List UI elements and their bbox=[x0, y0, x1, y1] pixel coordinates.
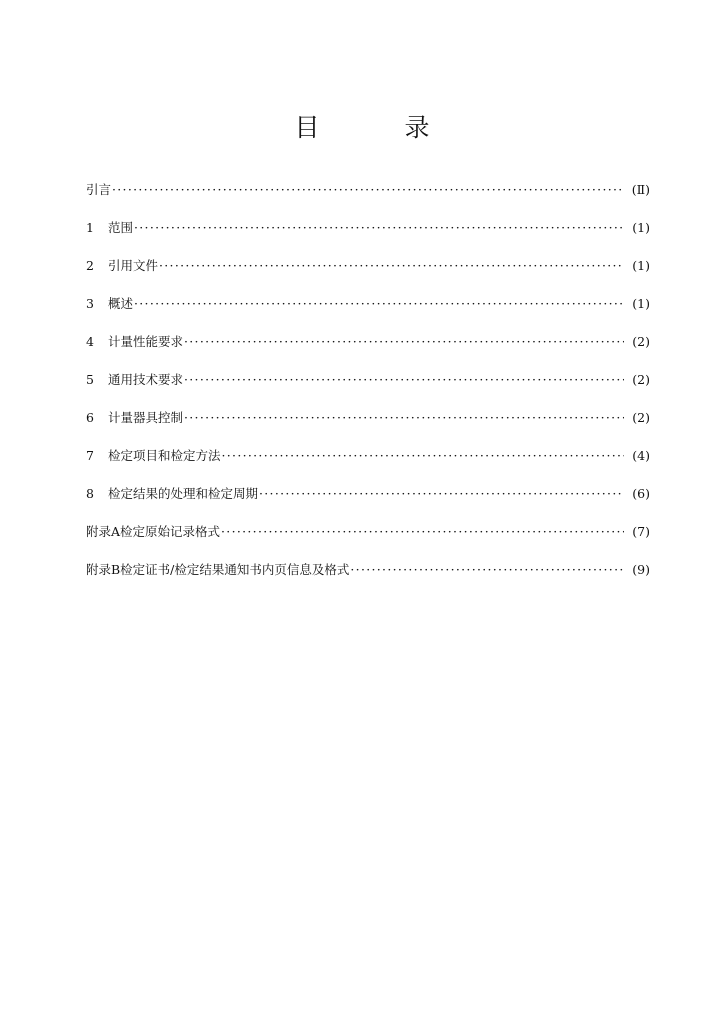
toc-entry-page: (Ⅱ) bbox=[631, 182, 650, 197]
toc-entry-title: 计量性能要求 bbox=[108, 334, 184, 349]
toc-entry-instrument-control[interactable] bbox=[86, 408, 650, 446]
toc-entry-metrological-requirements[interactable] bbox=[86, 332, 650, 370]
toc-entry-title: 附录A检定原始记录格式 bbox=[86, 524, 221, 539]
toc-entry-title: 附录B检定证书/检定结果通知书内页信息及格式 bbox=[86, 562, 350, 577]
toc-entry-number: 4 bbox=[86, 334, 94, 349]
toc-entry-title: 引用文件 bbox=[108, 258, 159, 273]
toc-entry-title: 检定项目和检定方法 bbox=[108, 448, 221, 463]
toc-entry-references[interactable] bbox=[86, 256, 650, 294]
toc-entry-title: 范围 bbox=[108, 220, 134, 235]
toc-entry-appendix-b[interactable] bbox=[86, 560, 650, 598]
toc-entry-page: (2) bbox=[632, 372, 650, 387]
toc-entry-title: 检定结果的处理和检定周期 bbox=[108, 486, 259, 501]
toc-entry-title: 概述 bbox=[108, 296, 134, 311]
dot-leader bbox=[112, 180, 624, 200]
toc-entry-page: (2) bbox=[632, 334, 650, 349]
dot-leader bbox=[134, 294, 624, 314]
toc-entry-appendix-a[interactable] bbox=[86, 522, 650, 560]
dot-leader bbox=[184, 408, 624, 428]
toc-entry-title: 引言 bbox=[86, 182, 112, 197]
toc-entry-page: (1) bbox=[632, 220, 650, 235]
toc-entry-scope[interactable] bbox=[86, 218, 650, 256]
dot-leader bbox=[184, 332, 624, 352]
dot-leader bbox=[350, 560, 624, 580]
toc-entry-page: (7) bbox=[632, 524, 650, 539]
toc-entry-page: (4) bbox=[632, 448, 650, 463]
toc-entry-page: (6) bbox=[632, 486, 650, 501]
toc-entry-number: 5 bbox=[86, 372, 94, 387]
toc-entry-number: 2 bbox=[86, 258, 94, 273]
toc-entry-page: (2) bbox=[632, 410, 650, 425]
toc-entry-number: 3 bbox=[86, 296, 94, 311]
toc-entry-verification-results[interactable] bbox=[86, 484, 650, 522]
dot-leader bbox=[134, 218, 624, 238]
toc-entry-number: 8 bbox=[86, 486, 94, 501]
toc-entry-introduction[interactable] bbox=[86, 180, 650, 218]
toc-entry-number: 1 bbox=[86, 220, 94, 235]
dot-leader bbox=[222, 446, 624, 466]
toc-entry-verification-methods[interactable] bbox=[86, 446, 650, 484]
page-title: 目 录 bbox=[294, 113, 460, 142]
dot-leader bbox=[221, 522, 624, 542]
table-of-contents bbox=[86, 180, 650, 598]
toc-entry-page: (9) bbox=[632, 562, 650, 577]
toc-entry-page: (1) bbox=[632, 296, 650, 311]
toc-entry-number: 6 bbox=[86, 410, 94, 425]
dot-leader bbox=[159, 256, 624, 276]
toc-entry-title: 通用技术要求 bbox=[108, 372, 184, 387]
toc-entry-number: 7 bbox=[86, 448, 94, 463]
dot-leader bbox=[259, 484, 624, 504]
toc-entry-overview[interactable] bbox=[86, 294, 650, 332]
toc-entry-technical-requirements[interactable] bbox=[86, 370, 650, 408]
toc-entry-page: (1) bbox=[632, 258, 650, 273]
toc-entry-title: 计量器具控制 bbox=[108, 410, 184, 425]
dot-leader bbox=[184, 370, 624, 390]
